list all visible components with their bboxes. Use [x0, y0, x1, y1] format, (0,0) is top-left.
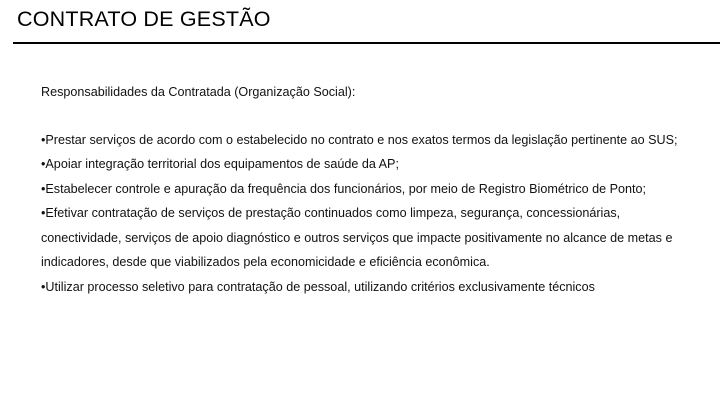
bullet-item-5: •Utilizar processo seletivo para contratação de pessoal, utilizando critérios exclusivamente técnicos — [41, 279, 595, 294]
slide-title: CONTRATO DE GESTÃO — [17, 7, 271, 31]
title-divider — [13, 42, 720, 44]
bullet-item-4: •Efetivar contratação de serviços de prestação continuados como limpeza, segurança, concessionárias, conectividade, serviços de apoio diagnóstico e outros serviços que impacte positivamente no alcance de metas e indicadores, desde que viabilizados pela economicidade e eficiência econômica. — [41, 206, 673, 269]
bullet-item-3: •Estabelecer controle e apuração da frequência dos funcionários, por meio de Registro Biométrico de Ponto; — [41, 181, 647, 196]
intro-text: Responsabilidades da Contratada (Organização Social): — [41, 85, 356, 99]
slide-body — [41, 80, 701, 299]
bullet-item-2: •Apoiar integração territorial dos equipamentos de saúde da AP; — [41, 157, 399, 171]
bullet-item-1: •Prestar serviços de acordo com o estabelecido no contrato e nos exatos termos da legislação pertinente ao SUS; — [41, 132, 678, 147]
